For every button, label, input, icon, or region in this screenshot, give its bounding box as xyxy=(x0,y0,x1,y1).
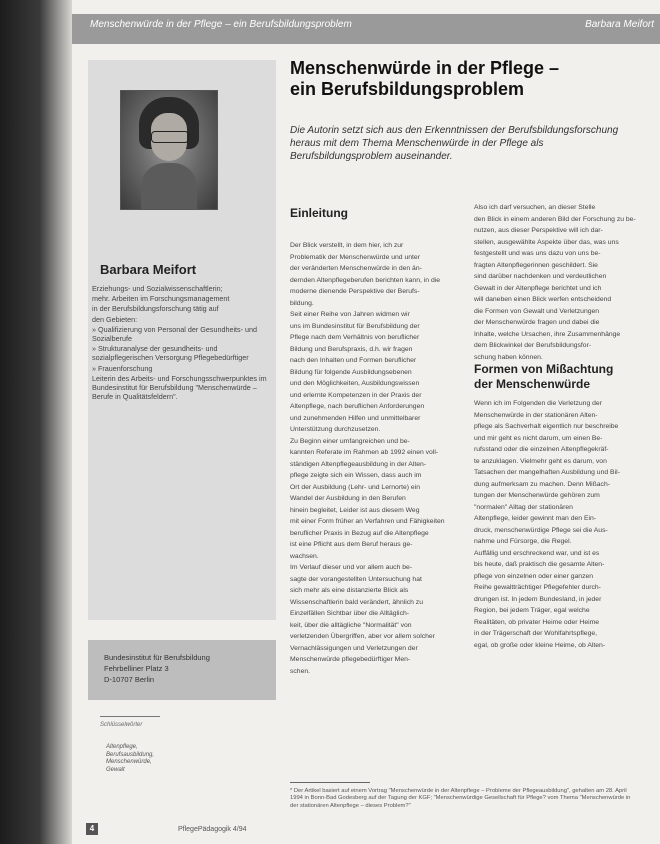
text-line: will daneben einen Blick werfen entscheidend xyxy=(474,296,612,303)
text-line: der veränderten Menschenwürde in den än- xyxy=(290,265,422,272)
text-line: verletzenden Übergriffen, aber vor allem solcher xyxy=(290,633,435,640)
text-line: sich mehr als eine distanzierte Blick als xyxy=(290,587,409,594)
footnote-rule xyxy=(290,782,370,783)
text-line: der Menschenwürde fragen und dabei die xyxy=(474,319,600,326)
text-line: nach den Inhalten und Formen beruflicher xyxy=(290,357,417,364)
text-line: Inhalte, welche Ursachen, ihre Zusammenhänge xyxy=(474,330,621,338)
text-line: moderne dienende Perspektive der Berufs- xyxy=(290,288,420,295)
text-line: beruflicher Praxis in Bezug auf die Altenpflege xyxy=(290,529,429,537)
text-line: und mir geht es nicht darum, um einen Be- xyxy=(474,434,603,442)
text-line: stellen, ausgewählte Aspekte über das, was uns xyxy=(474,238,619,246)
page-number: 4 xyxy=(86,823,98,835)
text-line: Wissenschaftlerin bald verändert, ähnlich zu xyxy=(290,598,423,606)
article-title: Menschenwürde in der Pflege – ein Berufsbildungsproblem xyxy=(290,58,560,99)
author-address: Bundesinstitut für Berufsbildung Fehrbelliner Platz 3 D-10707 Berlin xyxy=(104,653,210,684)
text-line: Seit einer Reihe von Jahren widmen wir xyxy=(290,311,410,318)
text-line: und den Möglichkeiten, Ausbildungswissen xyxy=(290,380,420,387)
text-line: nahme und Fürsorge, die Regel. xyxy=(474,538,572,545)
text-line: pflege als Sachverhalt eigentlich nur beschreibe xyxy=(474,423,619,430)
text-line: tungen der Menschenwürde gehören zum xyxy=(474,492,600,499)
text-line: Bildung und Berufspraxis, d.h. wir fragen xyxy=(290,345,413,353)
text-line: Also ich darf versuchen, an dieser Stelle xyxy=(474,204,596,211)
section-heading-formen: Formen von Mißachtung der Menschenwürde xyxy=(474,362,614,391)
running-header-title: Menschenwürde in der Pflege – ein Berufsbildungsproblem xyxy=(90,19,352,30)
text-line: Zu Beginn einer umfangreichen und be- xyxy=(290,437,410,445)
text-line: wachsen. xyxy=(290,552,319,560)
keywords-label: Schlüsselwörter xyxy=(100,722,143,728)
text-line: bis heute, daß praktisch die gesamte Alten- xyxy=(474,561,605,568)
text-line: Pflege nach dem Verhältnis von beruflicher xyxy=(290,334,420,341)
text-line: schen. xyxy=(290,667,311,675)
text-line: pflege zeigte sich ein Wissen, dass auch im xyxy=(290,472,422,479)
book-spine-shadow xyxy=(0,0,72,844)
text-line: Wandel der Ausbildung in den Berufen xyxy=(290,495,406,502)
text-line: Altenpflege, nach beruflichen Anforderungen xyxy=(290,403,425,410)
text-line: Wenn ich im Folgenden die Verletzung der xyxy=(474,400,602,407)
body-column-right-bottom xyxy=(474,398,640,651)
author-name: Barbara Meifort xyxy=(100,262,197,277)
text-line: sagte der vorangestellten Untersuchung hat xyxy=(290,575,422,583)
text-line: Gewalt in der Altenpflege berichtet und ich xyxy=(474,284,602,292)
author-bio: Erziehungs- und Sozialwissenschaftlerin; mehr. Arbeiten im Forschungsmanagement in der Berufsbildungsforschung tätig auf den Gebieten: » Qualifizierung von Personal der Gesundheits- und Sozialberufe » Strukturanalyse der gesundheits- und sozialpflegerischen Versorgung Pflegebedürftiger » Frauenforschung Leiterin des Arbeits- und Forschungsschwerpunktes im Bundesinstitut für Berufsbildung "Menschenwürde – Berufe in Qualitätsfeldern". xyxy=(92,284,267,402)
text-line: rufsstand oder die einzelnen Altenpflegekräf- xyxy=(474,446,609,453)
text-line: kannten Referate im Rahmen ab 1992 einen voll- xyxy=(290,449,439,456)
text-line: ständigen Altenpflegeausbildung in der Alten- xyxy=(290,460,427,468)
text-line: fragten Altenpflegerinnen geschildert. Sie xyxy=(474,261,598,269)
keyword-divider xyxy=(100,716,160,717)
text-line: in der Trägerschaft der Wohlfahrtspflege, xyxy=(474,630,598,637)
footnote: * Der Artikel basiert auf einem Vortrag "Menschenwürde in der Altenpflege – Probleme der Pflegeausbildung", gehalten am 28. April 1994 in Bonn-Bad Godesberg auf der Tagung der KGF; "Menschenwürdige Gesellschaft für Pflege? vom Thema "Menschenwürde in der stationären Altenpflege – dieses Problem?" xyxy=(290,788,631,809)
text-line: die Formen von Gewalt und Verletzungen xyxy=(474,307,600,315)
text-line: Auffällig und erschreckend war, und ist es xyxy=(474,549,600,557)
text-line: druck, menschenwürdige Pflege sei die Aus- xyxy=(474,526,608,534)
text-line: Altenpflege, leider gewinnt man den Ein- xyxy=(474,515,597,522)
text-line: drungen ist. In jedem Bundesland, in jeder xyxy=(474,595,602,603)
text-line: Menschenwürde in der stationären Alten- xyxy=(474,411,598,419)
text-line: Ort der Ausbildung (Lehr- und Lernorte) ein xyxy=(290,483,420,491)
text-line: dung aufmerksam zu machen. Denn Mißach- xyxy=(474,480,610,488)
text-line: Unterstützung durchzusetzen. xyxy=(290,426,381,433)
text-line: und zunehmenden Hilfen und unmittelbarer xyxy=(290,414,421,422)
text-line: festgestellt und was uns dazu von uns be- xyxy=(474,250,601,257)
text-line: schung haben können. xyxy=(474,353,543,361)
text-line: Reihe gewaltträchtiger Pflegefehler durch- xyxy=(474,584,601,591)
text-line: sind darüber nachdenken und verdeutlichen xyxy=(474,273,607,280)
text-line: dernden Altenpflegeberufen berichten kann, in die xyxy=(290,276,441,284)
text-line: Einzelfällen Sichtbar über die Alltäglich- xyxy=(290,610,410,617)
text-line: dem Blickwinkel der Berufsbildungsfor- xyxy=(474,342,592,349)
body-column-middle xyxy=(290,240,460,677)
text-line: Tatsachen der mangelhaften Ausbildung und Bil- xyxy=(474,469,620,476)
text-line: Realitäten, ob privater Heime oder Heime xyxy=(474,618,600,626)
author-photo xyxy=(120,90,218,210)
text-line: nutzen, aus dieser Perspektive will ich dar- xyxy=(474,227,603,234)
text-line: pflege von einzelnen oder einer ganzen xyxy=(474,572,594,580)
text-line: uns im Bundesinstitut für Berufsbildung der xyxy=(290,322,420,330)
keywords-list: Altenpflege, Berufsausbildung, Menschenwürde, Gewalt xyxy=(106,744,155,773)
text-line: Menschenwürde pflegebedürftiger Men- xyxy=(290,656,411,663)
text-line: Im Verlauf dieser und vor allem auch be- xyxy=(290,564,413,571)
text-line: ist eine Pflicht aus dem Beruf heraus ge- xyxy=(290,541,413,548)
running-header-author: Barbara Meifort xyxy=(585,19,654,30)
text-line: Bildung für folgende Ausbildungsebenen xyxy=(290,368,412,376)
text-line: bildung. xyxy=(290,299,314,307)
text-line: Problematik der Menschenwürde und unter xyxy=(290,253,420,261)
text-line: te anzuklagen. Vielmehr geht es darum, von xyxy=(474,457,607,465)
journal-name: PflegePädagogik 4/94 xyxy=(178,826,247,833)
text-line: und erlernte Kompetenzen in der Praxis der xyxy=(290,391,422,399)
text-line: keit, über die alltägliche "Normalität" von xyxy=(290,621,412,629)
article-intro: Die Autorin setzt sich aus den Erkenntnissen der Berufsbildungsforschung heraus mit dem Thema Menschenwürde in der Pflege als Berufsbildungsproblem auseinander. xyxy=(290,125,619,162)
section-heading-einleitung: Einleitung xyxy=(290,206,348,220)
body-column-right-top xyxy=(474,202,640,363)
text-line: den Blick in einem anderen Bild der Forschung zu be- xyxy=(474,215,636,223)
text-line: egal, ob große oder kleine Heime, ob Alten- xyxy=(474,641,606,649)
text-line: hinein begleitet, Leider ist aus diesem Weg xyxy=(290,506,420,514)
text-line: Region, bei jedem Träger, egal welche xyxy=(474,607,590,614)
text-line: Vernachlässigungen und Verletzungen der xyxy=(290,644,418,652)
text-line: Der Blick verstellt, in dem hier, ich zur xyxy=(290,242,404,249)
text-line: "normalen" Alltag der stationären xyxy=(474,503,573,511)
text-line: mit einer Form früher an Verfahren und Fähigkeiten xyxy=(290,518,445,525)
